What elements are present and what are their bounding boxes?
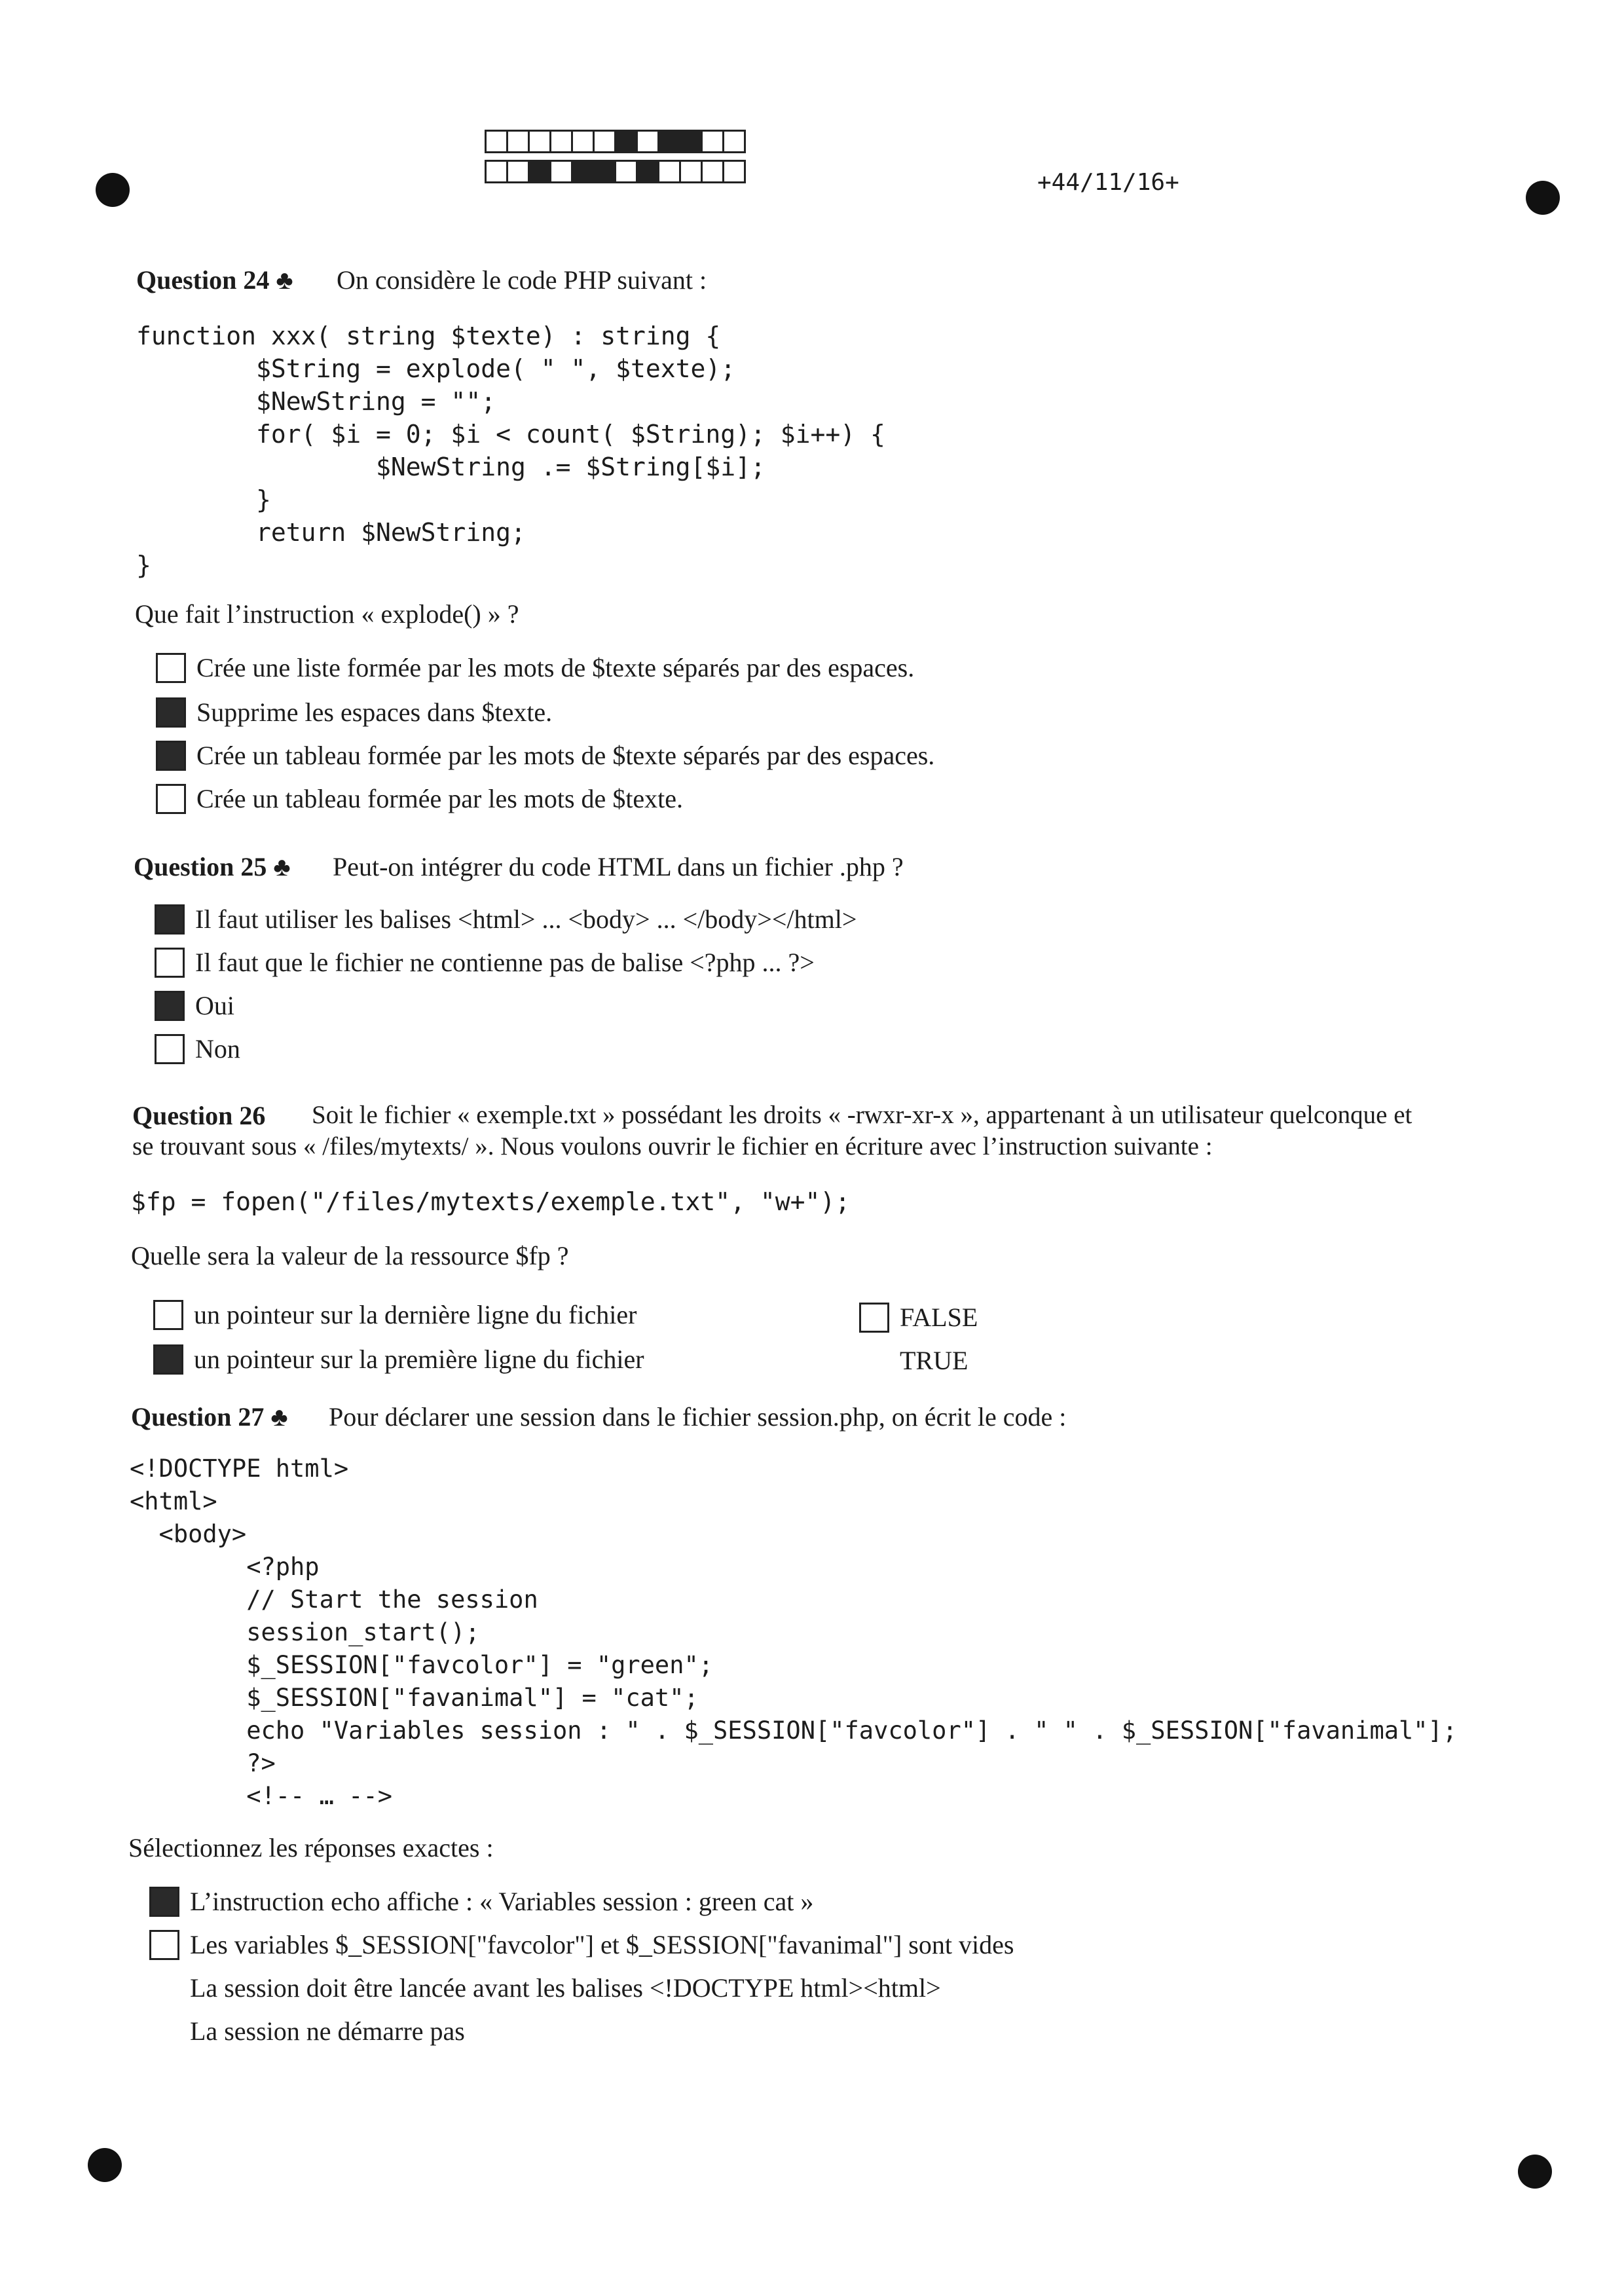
checkbox[interactable]: [156, 653, 186, 683]
checkbox[interactable]: [153, 1344, 183, 1375]
q27-prompt: Pour déclarer une session dans le fichier session.php, on écrit le code :: [329, 1402, 1067, 1432]
checkbox[interactable]: [149, 1930, 179, 1960]
barcode-row-2: [485, 160, 744, 183]
q24-code: function xxx( string $texte) : string { $String = explode( " ", $texte); $NewString = ""; for( $i = 0; $i < count( $String); $i++) { $NewString .= $String[$i]; } return $NewString; }: [136, 322, 885, 580]
checkbox[interactable]: [149, 2016, 179, 2046]
barcode-cell-empty: [614, 160, 638, 183]
barcode-cell-empty: [571, 130, 595, 153]
barcode-row-1: [485, 130, 744, 153]
q25-answer-3[interactable]: [155, 990, 234, 1021]
barcode-cell-empty: [506, 130, 530, 153]
registration-mark-top-left: [96, 173, 130, 207]
answer-text: Oui: [195, 991, 234, 1020]
q26-answer-4[interactable]: [859, 1345, 968, 1376]
page-id: +44/11/16+: [1037, 169, 1179, 196]
q27-answer-3[interactable]: [149, 1972, 941, 2003]
q25-answer-1[interactable]: [155, 904, 857, 935]
answer-text: L’instruction echo affiche : « Variables session : green cat »: [190, 1887, 814, 1916]
checkbox[interactable]: [149, 1887, 179, 1917]
barcode-cell-empty: [549, 130, 573, 153]
q25-answer-4[interactable]: [155, 1033, 240, 1064]
answer-text: Il faut utiliser les balises <html> ... <body> ... </body></html>: [195, 904, 857, 934]
barcode-cell-empty: [722, 130, 746, 153]
q27-answer-1[interactable]: [149, 1886, 813, 1917]
answer-text: La session doit être lancée avant les balises <!DOCTYPE html><html>: [190, 1973, 941, 2003]
barcode-cell-empty: [722, 160, 746, 183]
answer-text: un pointeur sur la première ligne du fichier: [194, 1344, 644, 1374]
q26-code: $fp = fopen("/files/mytexts/exemple.txt", "w+");: [131, 1187, 851, 1216]
answer-text: un pointeur sur la dernière ligne du fichier: [194, 1300, 637, 1329]
registration-mark-bottom-right: [1518, 2155, 1552, 2189]
barcode-cell-empty: [701, 130, 724, 153]
barcode-cell-filled: [593, 160, 616, 183]
checkbox[interactable]: [156, 784, 186, 814]
q24-label: Question 24 ♣: [136, 265, 293, 295]
q27-question: Sélectionnez les réponses exactes :: [128, 1833, 494, 1862]
answer-text: Crée un tableau formée par les mots de $texte séparés par des espaces.: [196, 741, 935, 770]
barcode-cell-filled: [528, 160, 551, 183]
answer-text: TRUE: [900, 1346, 969, 1375]
answer-text: Supprime les espaces dans $texte.: [196, 697, 553, 727]
q25-label: Question 25 ♣: [134, 852, 291, 881]
q24-answer-3[interactable]: [156, 740, 934, 771]
barcode-cell-empty: [506, 160, 530, 183]
q24-prompt: On considère le code PHP suivant :: [337, 265, 707, 295]
registration-mark-bottom-left: [88, 2148, 122, 2182]
checkbox[interactable]: [155, 1034, 185, 1064]
q24-question: Que fait l’instruction « explode() » ?: [135, 599, 519, 629]
q26-question: Quelle sera la valeur de la ressource $fp ?: [131, 1241, 569, 1270]
q26-prompt-line-1: Soit le fichier « exemple.txt » possédant les droits « -rwxr-xr-x », appartenant à un utilisateur quelconque et: [312, 1101, 1412, 1129]
barcode-cell-empty: [485, 130, 508, 153]
q25-answer-2[interactable]: [155, 947, 815, 978]
answer-text: Il faut que le fichier ne contienne pas de balise <?php ... ?>: [195, 948, 815, 977]
answer-text: La session ne démarre pas: [190, 2016, 465, 2046]
registration-mark-top-right: [1526, 181, 1560, 215]
checkbox[interactable]: [859, 1303, 889, 1333]
answer-text: Non: [195, 1034, 240, 1064]
q26-label: Question 26: [132, 1101, 266, 1130]
q24-answer-1[interactable]: [156, 652, 914, 683]
checkbox[interactable]: [859, 1346, 889, 1376]
barcode-cell-filled: [571, 160, 595, 183]
checkbox[interactable]: [153, 1300, 183, 1330]
barcode-cell-filled: [636, 160, 659, 183]
q27-label: Question 27 ♣: [131, 1402, 288, 1432]
q25-prompt: Peut-on intégrer du code HTML dans un fichier .php ?: [333, 852, 904, 881]
barcode-cell-empty: [679, 160, 703, 183]
barcode-cell-empty: [549, 160, 573, 183]
answer-text: FALSE: [900, 1303, 978, 1332]
checkbox[interactable]: [155, 991, 185, 1021]
checkbox[interactable]: [156, 697, 186, 728]
q27-answer-4[interactable]: [149, 2016, 465, 2046]
q24-answer-2[interactable]: [156, 697, 552, 728]
barcode-cell-empty: [657, 160, 681, 183]
checkbox[interactable]: [155, 948, 185, 978]
q26-prompt-line-2: se trouvant sous « /files/mytexts/ ». Nous voulons ouvrir le fichier en écriture avec l’instruction suivante :: [132, 1132, 1213, 1160]
checkbox[interactable]: [149, 1973, 179, 2003]
barcode-cell-empty: [528, 130, 551, 153]
q26-answer-2[interactable]: [153, 1344, 644, 1375]
answer-text: Les variables $_SESSION["favcolor"] et $_SESSION["favanimal"] sont vides: [190, 1930, 1014, 1959]
answer-text: Crée un tableau formée par les mots de $texte.: [196, 784, 684, 813]
barcode-cell-empty: [485, 160, 508, 183]
checkbox[interactable]: [155, 904, 185, 935]
q27-answer-2[interactable]: [149, 1929, 1014, 1960]
barcode-cell-empty: [593, 130, 616, 153]
q26-answer-1[interactable]: [153, 1299, 637, 1330]
q27-code: <!DOCTYPE html> <html> <body> <?php // Start the session session_start(); $_SESSION["favcolor"] = "green"; $_SESSION["favanimal"] = "cat"; echo "Variables session : " . $_SESSION["favcolor"] . " " . $_SESSION["favanimal"]; ?> <!-- … -->: [130, 1454, 1458, 1810]
barcode-cell-empty: [701, 160, 724, 183]
q26-answer-3[interactable]: [859, 1302, 978, 1333]
barcode-cell-filled: [614, 130, 638, 153]
q24-answer-4[interactable]: [156, 783, 683, 814]
checkbox[interactable]: [156, 741, 186, 771]
barcode-cell-empty: [636, 130, 659, 153]
barcode-cell-filled: [679, 130, 703, 153]
answer-text: Crée une liste formée par les mots de $texte séparés par des espaces.: [196, 653, 915, 682]
barcode-cell-filled: [657, 130, 681, 153]
